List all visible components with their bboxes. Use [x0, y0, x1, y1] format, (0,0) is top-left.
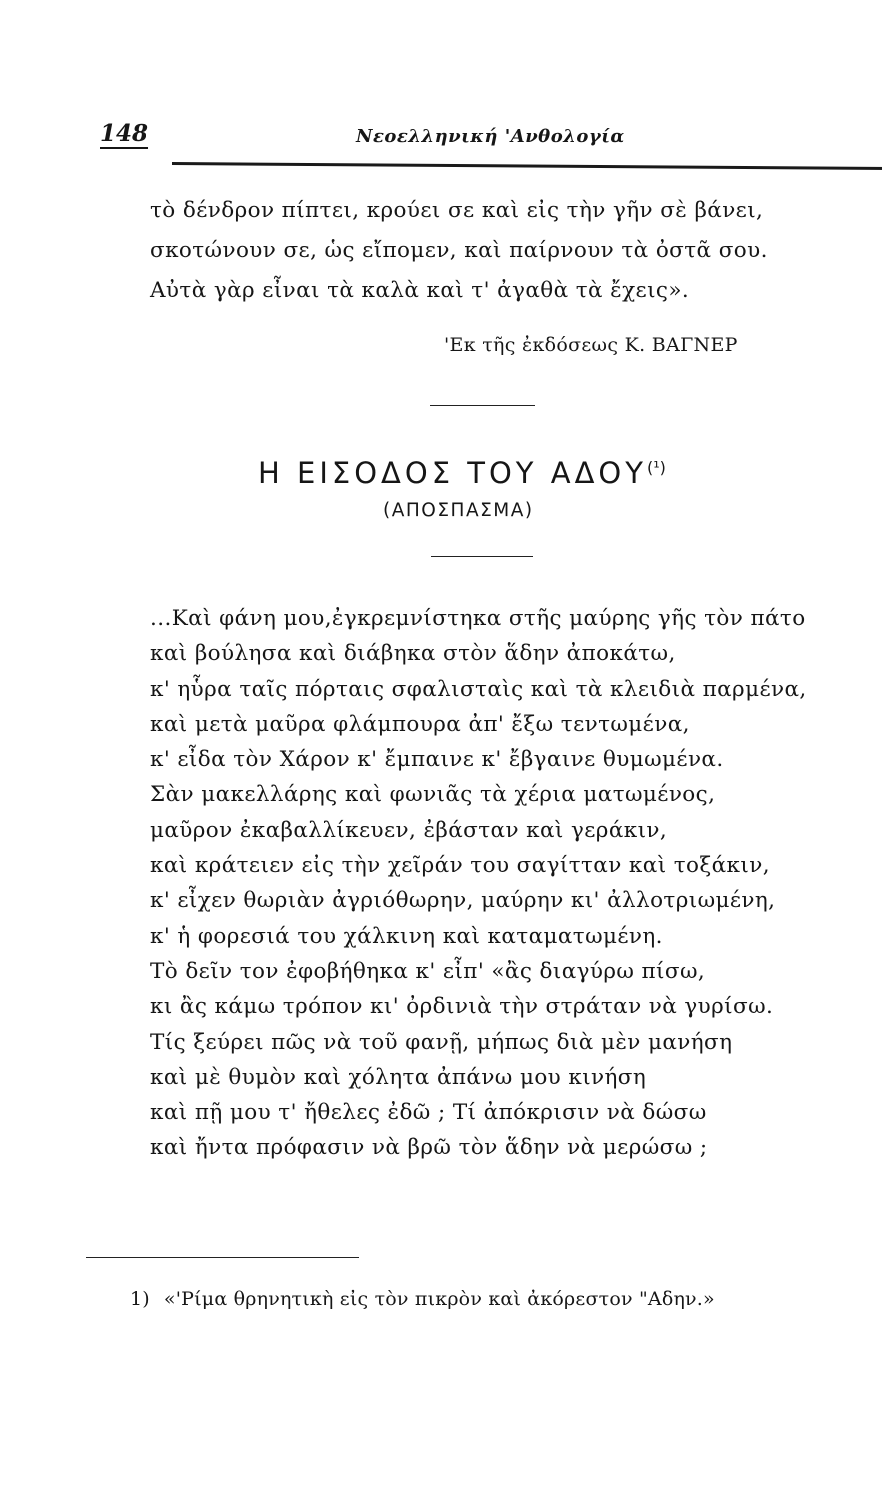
source-credit: 'Εκ τῆς ἐκδόσεως Κ. ΒΑΓΝΕΡ: [444, 334, 738, 356]
poem-line: καὶ μὲ θυμὸν καὶ χόλητα ἀπάνω μου κινήση: [150, 1064, 647, 1090]
verse-line: τὸ δένδρον πίπτει, κρούει σε καὶ εἰς τὴν γῆν σὲ βάνει,: [150, 198, 764, 223]
verse-line: Αὐτὰ γὰρ εἶναι τὰ καλὰ καὶ τ' ἀγαθὰ τὰ ἔχεις».: [150, 278, 690, 303]
poem-title: [258, 456, 666, 490]
poem-line: Σὰν μακελλάρης καὶ φωνιᾶς τὰ χέρια ματωμένος,: [150, 782, 716, 808]
poem-line: Τίς ξεύρει πῶς νὰ τοῦ φανῇ, μήπως διὰ μὲν μανήση: [150, 1029, 733, 1055]
page-header: [100, 120, 870, 180]
footnote-rule: [86, 1257, 359, 1258]
running-title: Νεοελληνική 'Ανθολογία: [356, 126, 625, 147]
preceding-verses: [150, 200, 870, 320]
poem-line: καὶ ἤντα πρόφασιν νὰ βρῶ τὸν ἅδην νὰ μερώσω ;: [150, 1135, 708, 1161]
poem-line: κ' ἡ φορεσιά του χάλκινη καὶ καταματωμένη.: [150, 923, 663, 949]
section-divider: [431, 556, 533, 557]
poem-line: κι ἂς κάμω τρόπον κι' ὀρδινιὰ τὴν στράταν νὰ γυρίσω.: [150, 994, 774, 1020]
poem-line: ...Καὶ φάνη μου,ἐγκρεμνίστηκα στῆς μαύρης γῆς τὸν πάτο: [150, 606, 806, 631]
poem-line: κ' ηὗρα ταῖς πόρταις σφαλισταὶς καὶ τὰ κλειδιὰ παρμένα,: [150, 676, 807, 702]
poem-line: μαῦρον ἐκαβαλλίκευεν, ἐβάσταν καὶ γεράκιν,: [150, 817, 668, 843]
poem-line: καὶ βούλησα καὶ διάβηκα στὸν ἅδην ἀποκάτω,: [150, 641, 676, 667]
verse-line: σκοτώνουν σε, ὡς εἴπομεν, καὶ παίρνουν τὰ ὀστᾶ σου.: [150, 238, 768, 263]
poem-line: καὶ μετὰ μαῦρα φλάμπουρα ἀπ' ἔξω τεντωμένα,: [150, 711, 690, 737]
poem-subtitle: (ΑΠΟΣΠΑΣΜΑ): [383, 500, 534, 521]
poem-body: [150, 608, 870, 1173]
footnote-marker: (¹): [646, 458, 666, 477]
poem-line: καὶ πῇ μου τ' ἤθελες ἐδῶ ; Τί ἀπόκρισιν νὰ δώσω: [150, 1100, 707, 1126]
header-rule: [172, 162, 882, 171]
poem-title-text: Η ΕΙΣΟΔΟΣ ΤΟΥ ΑΔΟΥ: [258, 456, 647, 490]
poem-line: κ' εἶδα τὸν Χάρον κ' ἔμπαινε κ' ἔβγαινε θυμωμένα.: [150, 747, 724, 773]
footnote-text: «'Ρίμα θρηνητικὴ εἰς τὸν πικρὸν καὶ ἀκόρεστον "Αδην.»: [163, 1288, 715, 1310]
section-divider: [430, 405, 535, 406]
poem-line: καὶ κράτειεν εἰς τὴν χεῖράν του σαγίτταν καὶ τοξάκιν,: [150, 853, 770, 879]
footnote: [130, 1288, 715, 1310]
footnote-number: 1): [130, 1288, 150, 1310]
poem-line: Τὸ δεῖν τον ἐφοβήθηκα κ' εἶπ' «ἂς διαγύρω πίσω,: [150, 958, 706, 984]
page-number: 148: [100, 120, 149, 147]
poem-line: κ' εἶχεν θωριὰν ἀγριόθωρην, μαύρην κι' ἀλλοτριωμένη,: [150, 888, 776, 914]
